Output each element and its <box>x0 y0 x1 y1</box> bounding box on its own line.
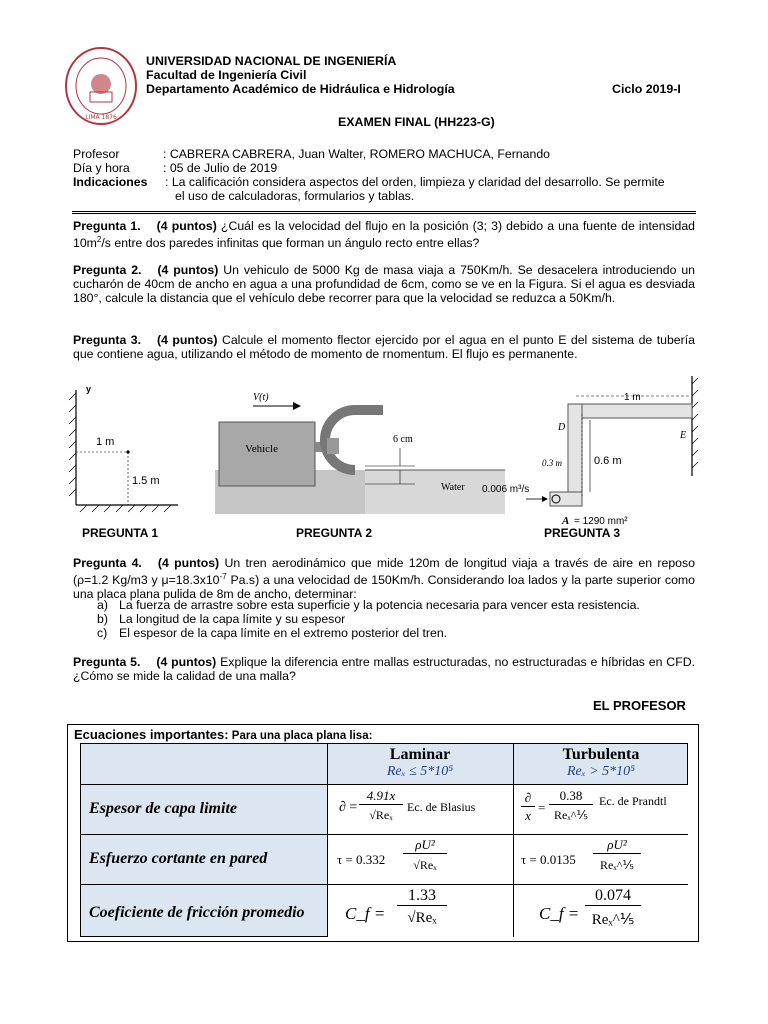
header-divider <box>72 211 696 214</box>
lam-fric-num: 1.33 <box>397 887 447 906</box>
fig1-y-axis: y <box>86 384 92 394</box>
exam-title: EXAMEN FINAL (HH223-G) <box>338 115 495 129</box>
blasius-note: Ec. de Blasius <box>407 800 476 814</box>
fig1-dim-x: 1 m <box>96 436 115 448</box>
tur-thick-lhs-num: ∂ <box>521 790 535 807</box>
q4-item-b: b) La longitud de la capa límite y su espesor <box>97 612 346 626</box>
svg-text:LIMA 1876: LIMA 1876 <box>85 114 117 121</box>
laminar-condition: Reₓ ≤ 5*10⁵ <box>386 764 454 779</box>
question-5: Pregunta 5. (4 puntos) Explique la diferencia entre mallas estructuradas, no estructuradas e híbridas en CFD. ¿Cómo se mide la calidad de una malla? <box>73 655 695 683</box>
indications-label: Indicaciones <box>73 175 148 189</box>
question-3: Pregunta 3. (4 puntos) Calcule el momento flector ejercido por el agua en el punto E del sistema de tubería que contiene agua, utilizando el método de momento de rnomentum. El flujo es permanente. <box>73 333 695 361</box>
professor-label: Profesor <box>73 147 120 161</box>
fig3-area: = 1290 mm² <box>574 516 628 526</box>
lam-thick-lhs: ∂ = <box>339 800 358 815</box>
turbulent-condition: Reₓ > 5*10⁵ <box>566 764 636 779</box>
fig2-vehicle: Vehicle <box>245 443 278 455</box>
tur-shear-den: Reₓ^⅕ <box>599 858 635 872</box>
equations-table: Laminar Reₓ ≤ 5*10⁵ Turbulenta Reₓ > 5*10⁵ Espesor de capa limite Esfuerzo cortante en pared Coeficiente de fricción promedio ∂ = 4.91x √Reₓ Ec. de Blasius ∂ x = 0.38 Reₓ^⅕ Ec. de Prandtl τ = 0.332 ρU² √Reₓ τ = 0.0135 ρU² Reₓ^⅕ C_f = 1.33 √Reₓ C_f = 0.074 Reₓ^⅕ <box>80 743 688 937</box>
tur-shear-lhs: τ = 0.0135 <box>521 852 576 867</box>
lam-thick-num: 4.91x <box>359 788 403 805</box>
figure-1 <box>66 380 186 520</box>
figure-2 <box>215 386 505 518</box>
faculty-name: Facultad de Ingeniería Civil <box>146 68 307 82</box>
cycle: Ciclo 2019-I <box>612 82 681 96</box>
fig2-water: Water <box>441 482 465 493</box>
question-2: Pregunta 2. (4 puntos) Un vehiculo de 5000 Kg de masa viaja a 750Km/h. Se desacelera introduciendo un cucharón de 40cm de ancho en agua a una profundidad de 6cm, como se ve en la Figura. Si el agua es desviada 180°, calcule la distancia que el vehículo debe recorrer para que la velocidad se reduzca a 50Km/h. <box>73 263 695 305</box>
signature: EL PROFESOR <box>593 698 686 713</box>
question-4: Pregunta 4. (4 puntos) Un tren aerodinámico que mide 120m de longitud viaja a través de aire en reposo (ρ=1.2 Kg/m3 y $\mu=18.3x10^{-7}$ Pa.s) a una velocidad de 150Km/h. Considerando loa lados y la parte superior como una placa plana pulida de 8m de ancho, determinar: <box>73 556 695 602</box>
question-1: Pregunta 1. (4 puntos) ¿Cuál es la velocidad del flujo en la posición (3; 3) debido a una fuente de intensidad $10m^2/s$ entre dos paredes infinitas que forman un ángulo recto entre ellas? <box>73 219 695 251</box>
department-name: Departamento Académico de Hidráulica e Hidrología <box>146 82 455 96</box>
fig3-point-e: E <box>680 430 687 441</box>
row-label-shear: Esfuerzo cortante en pared <box>89 850 268 867</box>
prandtl-note: Ec. de Prandtl <box>599 794 667 808</box>
lam-shear-lhs: τ = 0.332 <box>337 852 386 867</box>
q4-item-c: c) El espesor de la capa límite en el extremo posterior del tren. <box>97 626 448 640</box>
tur-shear-num: ρU² <box>593 837 641 854</box>
fig1-caption: PREGUNTA 1 <box>82 526 159 540</box>
fig3-point-d: D <box>558 422 566 433</box>
fig2-caption: PREGUNTA 2 <box>296 526 373 540</box>
tur-thick-den: Reₓ^⅕ <box>553 808 589 822</box>
row-label-thickness: Espesor de capa limite <box>89 800 237 817</box>
laminar-header: Laminar <box>389 746 451 763</box>
q4-item-a: a) La fuerza de arrastre sobre esta superficie y la potencia necesaria para vencer esta resistencia. <box>97 598 640 612</box>
fig3-dim-06: 0.6 m <box>594 455 622 467</box>
lam-shear-den: √Reₓ <box>413 858 437 872</box>
equations-subtitle: Para una placa plana lisa: <box>228 730 373 742</box>
fig3-caption: PREGUNTA 3 <box>544 526 621 540</box>
fig2-depth: 6 cm <box>393 434 413 445</box>
tur-thick-num: 0.38 <box>549 788 593 805</box>
tur-fric-den: Reₓ^⅕ <box>591 912 635 928</box>
date-label: Día y hora <box>73 161 130 175</box>
equations-title: Ecuaciones importantes: <box>74 727 229 742</box>
turbulent-header: Turbulenta <box>562 746 640 763</box>
university-seal <box>64 46 138 126</box>
fig2-velocity: V(t) <box>253 392 269 403</box>
date-value: : 05 de Julio de 2019 <box>163 161 278 175</box>
tur-fric-lhs: C_f = <box>539 904 580 923</box>
lam-shear-num: ρU² <box>403 837 447 854</box>
university-name: UNIVERSIDAD NACIONAL DE INGENIERÍA <box>146 54 397 68</box>
row-label-friction: Coeficiente de fricción promedio <box>89 904 305 921</box>
fig1-dim-y: 1.5 m <box>132 475 160 487</box>
indications-value-1: : La calificación considera aspectos del orden, limpieza y claridad del desarrollo. Se permite <box>165 175 665 189</box>
tur-fric-num: 0.074 <box>585 887 641 906</box>
lam-fric-lhs: C_f = <box>345 904 386 923</box>
lam-fric-den: √Reₓ <box>407 910 437 926</box>
tur-thick-lhs-den: x <box>525 808 531 823</box>
indications-value-2: el uso de calculadoras, formularios y tablas. <box>175 189 415 203</box>
fig3-point-a: A <box>562 515 570 526</box>
equations-box <box>67 724 699 942</box>
fig3-flow: 0.006 m³/s <box>482 484 530 495</box>
figure-3 <box>480 376 698 526</box>
fig3-dim-03: 0.3 m <box>542 458 562 468</box>
professor-value: : CABRERA CABRERA, Juan Walter, ROMERO MACHUCA, Fernando <box>163 147 551 161</box>
fig3-length: 1 m <box>624 392 641 403</box>
lam-thick-den: √Reₓ <box>369 808 393 822</box>
